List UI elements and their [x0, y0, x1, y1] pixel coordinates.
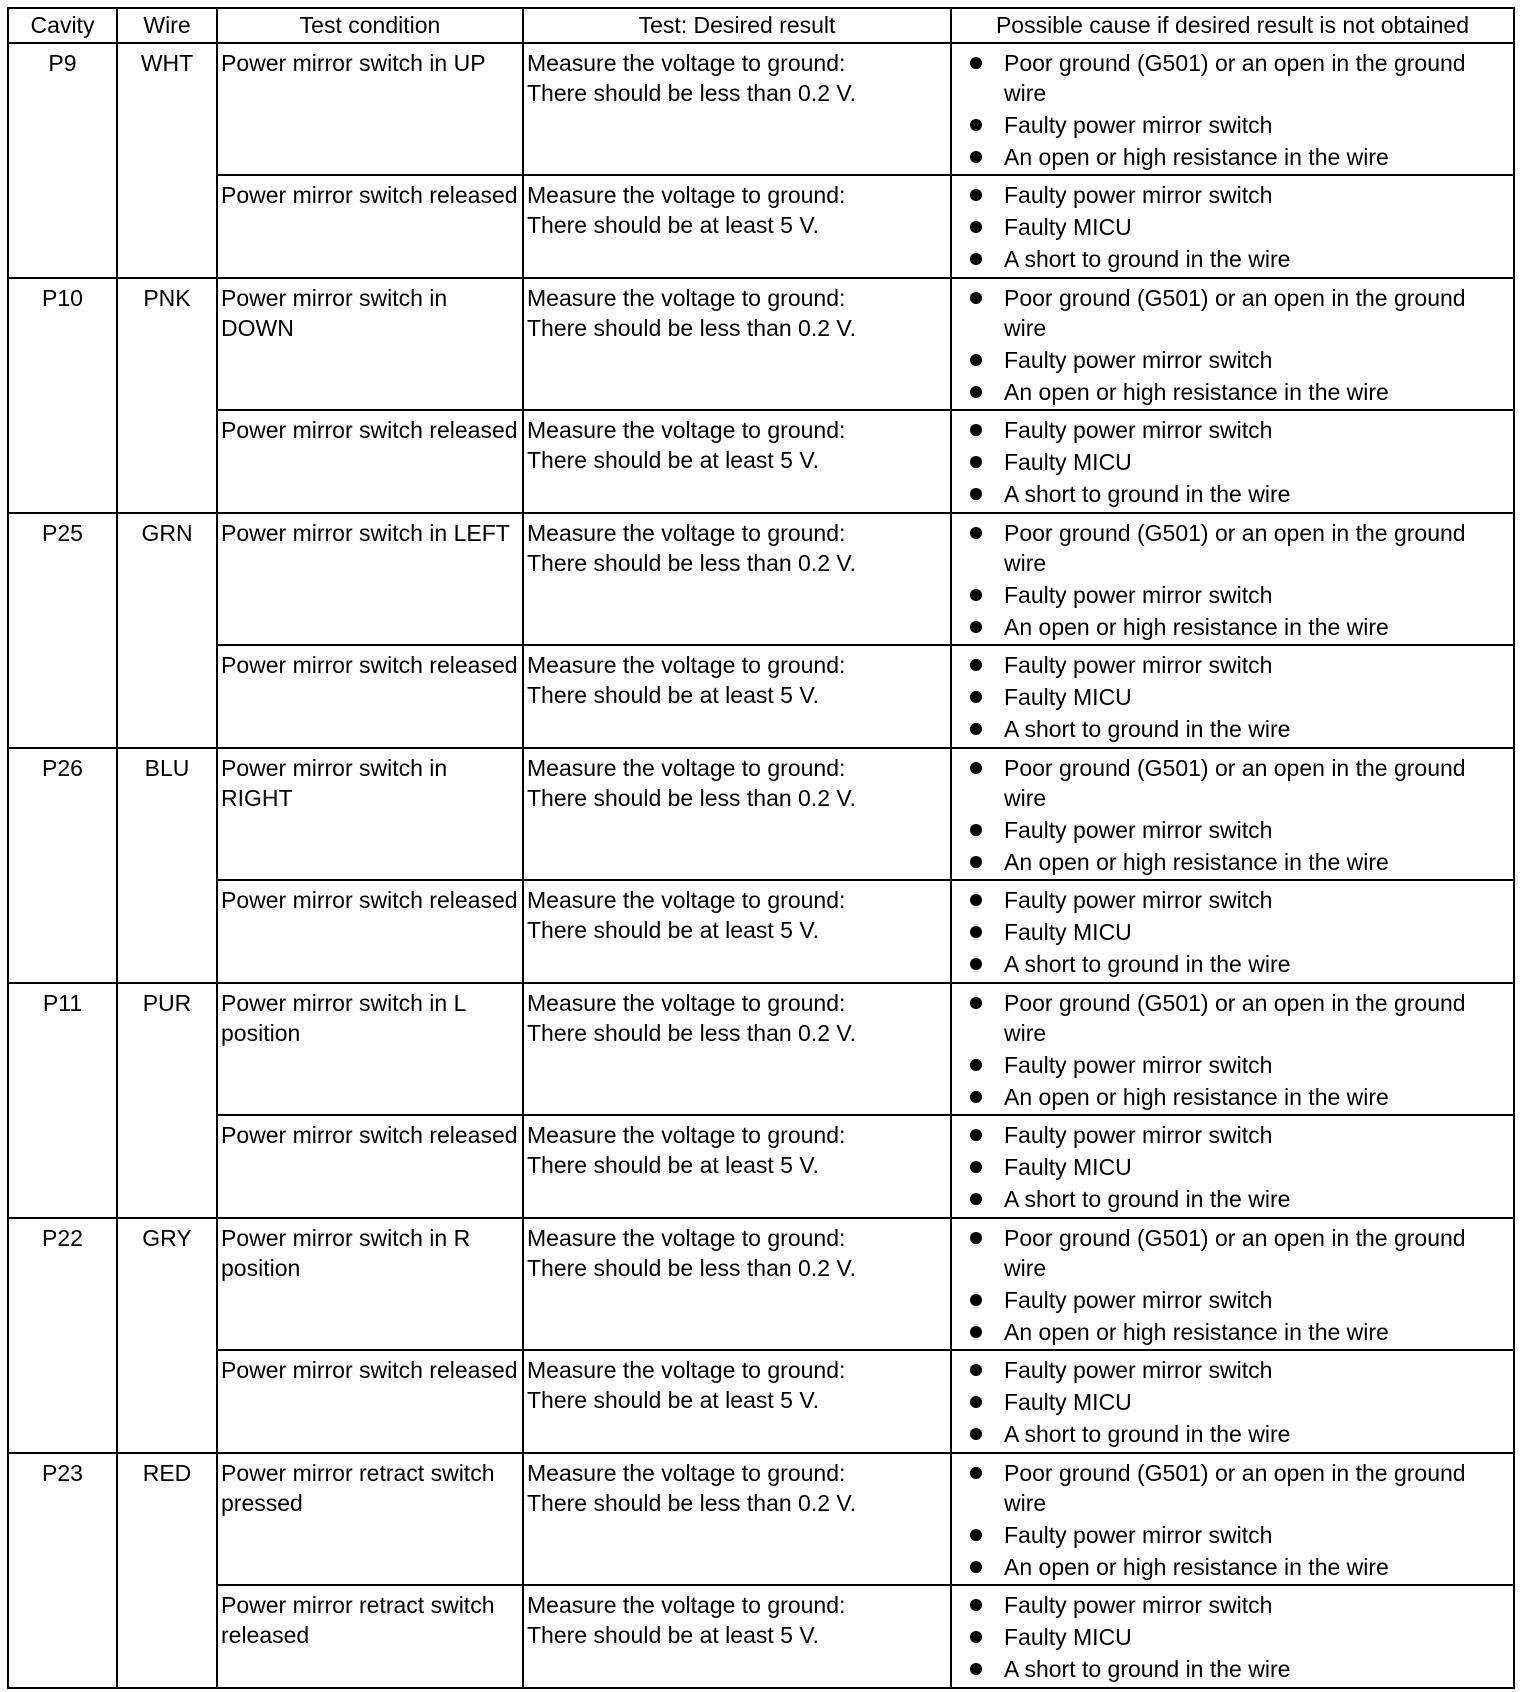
desired-result-line: Measure the voltage to ground:	[527, 1357, 846, 1383]
cause-item	[970, 479, 1510, 509]
bullet-icon	[970, 1631, 982, 1643]
wire-cell: GRN	[117, 513, 217, 748]
possible-cause-cell	[951, 410, 1514, 513]
desired-result-line: There should be at least 5 V.	[527, 212, 819, 238]
cause-item	[970, 1050, 1510, 1080]
cause-item	[970, 1520, 1510, 1550]
bullet-icon	[970, 762, 982, 774]
bullet-icon	[970, 386, 982, 398]
bullet-icon	[970, 926, 982, 938]
cause-item	[970, 48, 1510, 108]
cause-list	[970, 885, 1510, 979]
desired-result-line: There should be less than 0.2 V.	[527, 1255, 857, 1281]
cavity-cell: P11	[8, 983, 117, 1218]
cause-item	[970, 580, 1510, 610]
table-row	[8, 748, 1514, 880]
desired-result-cell	[523, 175, 951, 278]
cause-item	[970, 1285, 1510, 1315]
desired-result-line: Measure the voltage to ground:	[527, 1460, 846, 1486]
bullet-icon	[970, 527, 982, 539]
desired-result-line: There should be less than 0.2 V.	[527, 1490, 857, 1516]
bullet-icon	[970, 1326, 982, 1338]
cause-item	[970, 1419, 1510, 1449]
cause-text: Faulty power mirror switch	[1004, 1522, 1273, 1548]
cause-list	[970, 283, 1510, 407]
cause-text: Poor ground (G501) or an open in the ground wire	[1004, 990, 1466, 1046]
bullet-icon	[970, 958, 982, 970]
header-desired-result: Test: Desired result	[523, 8, 951, 43]
bullet-icon	[970, 253, 982, 265]
cause-item	[970, 847, 1510, 877]
test-condition-cell: Power mirror switch in RIGHT	[217, 748, 523, 880]
desired-result-cell	[523, 513, 951, 645]
header-wire: Wire	[117, 8, 217, 43]
cause-item	[970, 714, 1510, 744]
cause-item	[970, 377, 1510, 407]
bullet-icon	[970, 997, 982, 1009]
desired-result-line: Measure the voltage to ground:	[527, 887, 846, 913]
possible-cause-cell	[951, 1585, 1514, 1688]
cause-item	[970, 415, 1510, 445]
bullet-icon	[970, 221, 982, 233]
cause-text: Faulty power mirror switch	[1004, 817, 1273, 843]
bullet-icon	[970, 1396, 982, 1408]
test-condition-cell: Power mirror switch in L position	[217, 983, 523, 1115]
desired-result-cell	[523, 880, 951, 983]
cause-text: Faulty power mirror switch	[1004, 582, 1273, 608]
possible-cause-cell	[951, 43, 1514, 175]
desired-result-cell	[523, 1218, 951, 1350]
cause-list	[970, 753, 1510, 877]
cause-item	[970, 1590, 1510, 1620]
cause-item	[970, 1458, 1510, 1518]
bullet-icon	[970, 189, 982, 201]
cavity-cell: P23	[8, 1453, 117, 1688]
cavity-cell: P9	[8, 43, 117, 278]
cause-text: Faulty power mirror switch	[1004, 1122, 1273, 1148]
cause-list	[970, 1458, 1510, 1582]
desired-result-line: There should be at least 5 V.	[527, 682, 819, 708]
cause-item	[970, 180, 1510, 210]
cause-list	[970, 1223, 1510, 1347]
possible-cause-cell	[951, 1350, 1514, 1453]
desired-result-line: There should be less than 0.2 V.	[527, 1020, 857, 1046]
cause-item	[970, 345, 1510, 375]
desired-result-line: There should be at least 5 V.	[527, 1622, 819, 1648]
cause-text: Faulty power mirror switch	[1004, 182, 1273, 208]
cause-list	[970, 180, 1510, 274]
cause-text: Faulty MICU	[1004, 684, 1132, 710]
test-condition-cell: Power mirror switch in DOWN	[217, 278, 523, 410]
bullet-icon	[970, 723, 982, 735]
cause-item	[970, 1317, 1510, 1347]
possible-cause-cell	[951, 513, 1514, 645]
cause-text: An open or high resistance in the wire	[1004, 1084, 1389, 1110]
cause-item	[970, 1152, 1510, 1182]
bullet-icon	[970, 1663, 982, 1675]
cause-list	[970, 48, 1510, 172]
desired-result-line: Measure the voltage to ground:	[527, 990, 846, 1016]
desired-result-line: Measure the voltage to ground:	[527, 755, 846, 781]
bullet-icon	[970, 621, 982, 633]
cause-item	[970, 1223, 1510, 1283]
cause-text: A short to ground in the wire	[1004, 1421, 1291, 1447]
cause-text: An open or high resistance in the wire	[1004, 1554, 1389, 1580]
table-row	[8, 278, 1514, 410]
desired-result-line: There should be less than 0.2 V.	[527, 785, 857, 811]
cause-item	[970, 1184, 1510, 1214]
cause-text: Faulty power mirror switch	[1004, 1052, 1273, 1078]
cause-text: Faulty MICU	[1004, 449, 1132, 475]
test-condition-cell: Power mirror switch in R position	[217, 1218, 523, 1350]
bullet-icon	[970, 589, 982, 601]
desired-result-cell	[523, 410, 951, 513]
header-cavity: Cavity	[8, 8, 117, 43]
possible-cause-cell	[951, 645, 1514, 748]
cause-list	[970, 518, 1510, 642]
possible-cause-cell	[951, 1115, 1514, 1218]
desired-result-line: There should be less than 0.2 V.	[527, 550, 857, 576]
desired-result-cell	[523, 278, 951, 410]
possible-cause-cell	[951, 1453, 1514, 1585]
table-row	[8, 513, 1514, 645]
cause-text: Faulty power mirror switch	[1004, 652, 1273, 678]
cause-text: Poor ground (G501) or an open in the ground wire	[1004, 755, 1466, 811]
cause-list	[970, 415, 1510, 509]
possible-cause-cell	[951, 278, 1514, 410]
cause-text: An open or high resistance in the wire	[1004, 144, 1389, 170]
cause-list	[970, 1120, 1510, 1214]
header-row	[8, 8, 1514, 43]
cause-text: Faulty power mirror switch	[1004, 1287, 1273, 1313]
cause-item	[970, 682, 1510, 712]
cause-text: An open or high resistance in the wire	[1004, 379, 1389, 405]
bullet-icon	[970, 1529, 982, 1541]
bullet-icon	[970, 1561, 982, 1573]
cause-text: Faulty power mirror switch	[1004, 1357, 1273, 1383]
bullet-icon	[970, 856, 982, 868]
bullet-icon	[970, 1193, 982, 1205]
desired-result-line: Measure the voltage to ground:	[527, 285, 846, 311]
desired-result-line: There should be at least 5 V.	[527, 447, 819, 473]
desired-result-line: Measure the voltage to ground:	[527, 520, 846, 546]
desired-result-line: Measure the voltage to ground:	[527, 182, 846, 208]
table-row	[8, 43, 1514, 175]
possible-cause-cell	[951, 748, 1514, 880]
possible-cause-cell	[951, 880, 1514, 983]
table-row	[8, 1115, 1514, 1218]
cavity-cell: P26	[8, 748, 117, 983]
bullet-icon	[970, 1059, 982, 1071]
wire-cell: PNK	[117, 278, 217, 513]
cause-text: Faulty MICU	[1004, 214, 1132, 240]
cause-list	[970, 1355, 1510, 1449]
cause-item	[970, 110, 1510, 140]
test-condition-cell: Power mirror switch released	[217, 1350, 523, 1453]
desired-result-line: Measure the voltage to ground:	[527, 652, 846, 678]
desired-result-line: There should be less than 0.2 V.	[527, 80, 857, 106]
wire-cell: GRY	[117, 1218, 217, 1453]
test-condition-cell: Power mirror switch in LEFT	[217, 513, 523, 645]
bullet-icon	[970, 659, 982, 671]
bullet-icon	[970, 119, 982, 131]
test-condition-cell: Power mirror retract switch released	[217, 1585, 523, 1688]
cause-text: An open or high resistance in the wire	[1004, 849, 1389, 875]
cause-text: Poor ground (G501) or an open in the ground wire	[1004, 1460, 1466, 1516]
bullet-icon	[970, 1294, 982, 1306]
table-row	[8, 983, 1514, 1115]
table-row	[8, 645, 1514, 748]
cause-text: Faulty MICU	[1004, 1389, 1132, 1415]
desired-result-cell	[523, 1453, 951, 1585]
cause-item	[970, 917, 1510, 947]
cause-text: Faulty power mirror switch	[1004, 887, 1273, 913]
table-row	[8, 1585, 1514, 1688]
cause-text: Faulty MICU	[1004, 1154, 1132, 1180]
cause-item	[970, 885, 1510, 915]
bullet-icon	[970, 1428, 982, 1440]
desired-result-line: There should be less than 0.2 V.	[527, 315, 857, 341]
desired-result-cell	[523, 1350, 951, 1453]
cause-text: Poor ground (G501) or an open in the ground wire	[1004, 1225, 1466, 1281]
cause-item	[970, 612, 1510, 642]
cause-text: Faulty MICU	[1004, 919, 1132, 945]
bullet-icon	[970, 151, 982, 163]
possible-cause-cell	[951, 175, 1514, 278]
desired-result-line: There should be at least 5 V.	[527, 1152, 819, 1178]
cause-text: An open or high resistance in the wire	[1004, 614, 1389, 640]
bullet-icon	[970, 1232, 982, 1244]
cause-item	[970, 1387, 1510, 1417]
desired-result-line: Measure the voltage to ground:	[527, 50, 846, 76]
cause-item	[970, 1622, 1510, 1652]
cause-item	[970, 283, 1510, 343]
possible-cause-cell	[951, 983, 1514, 1115]
cause-item	[970, 949, 1510, 979]
table-body	[8, 43, 1514, 1688]
desired-result-line: Measure the voltage to ground:	[527, 1592, 846, 1618]
test-condition-cell: Power mirror retract switch pressed	[217, 1453, 523, 1585]
header-possible-cause: Possible cause if desired result is not obtained	[951, 8, 1514, 43]
desired-result-line: Measure the voltage to ground:	[527, 1225, 846, 1251]
diagnostic-table	[7, 7, 1515, 1689]
bullet-icon	[970, 488, 982, 500]
cause-text: Faulty MICU	[1004, 1624, 1132, 1650]
cavity-cell: P10	[8, 278, 117, 513]
cause-item	[970, 244, 1510, 274]
desired-result-cell	[523, 43, 951, 175]
desired-result-cell	[523, 983, 951, 1115]
cause-item	[970, 753, 1510, 813]
bullet-icon	[970, 894, 982, 906]
test-condition-cell: Power mirror switch released	[217, 1115, 523, 1218]
bullet-icon	[970, 1161, 982, 1173]
wire-cell: BLU	[117, 748, 217, 983]
cavity-cell: P22	[8, 1218, 117, 1453]
wire-cell: RED	[117, 1453, 217, 1688]
bullet-icon	[970, 57, 982, 69]
cause-item	[970, 1355, 1510, 1385]
test-condition-cell: Power mirror switch released	[217, 410, 523, 513]
cause-item	[970, 988, 1510, 1048]
bullet-icon	[970, 1599, 982, 1611]
cause-text: Poor ground (G501) or an open in the ground wire	[1004, 285, 1466, 341]
cause-item	[970, 142, 1510, 172]
wire-cell: PUR	[117, 983, 217, 1218]
test-condition-cell: Power mirror switch in UP	[217, 43, 523, 175]
desired-result-line: Measure the voltage to ground:	[527, 417, 846, 443]
bullet-icon	[970, 1129, 982, 1141]
table-row	[8, 1350, 1514, 1453]
cause-item	[970, 815, 1510, 845]
desired-result-cell	[523, 1585, 951, 1688]
cause-item	[970, 212, 1510, 242]
cause-text: Faulty power mirror switch	[1004, 112, 1273, 138]
cause-text: A short to ground in the wire	[1004, 951, 1291, 977]
cause-text: A short to ground in the wire	[1004, 1656, 1291, 1682]
cause-list	[970, 650, 1510, 744]
cause-text: An open or high resistance in the wire	[1004, 1319, 1389, 1345]
cause-item	[970, 650, 1510, 680]
bullet-icon	[970, 456, 982, 468]
desired-result-line: There should be at least 5 V.	[527, 917, 819, 943]
bullet-icon	[970, 1364, 982, 1376]
table-row	[8, 1453, 1514, 1585]
cause-text: Faulty power mirror switch	[1004, 347, 1273, 373]
cause-text: Poor ground (G501) or an open in the ground wire	[1004, 520, 1466, 576]
cause-text: Faulty power mirror switch	[1004, 417, 1273, 443]
test-condition-cell: Power mirror switch released	[217, 880, 523, 983]
table-row	[8, 175, 1514, 278]
desired-result-line: There should be at least 5 V.	[527, 1387, 819, 1413]
test-condition-cell: Power mirror switch released	[217, 645, 523, 748]
cause-item	[970, 518, 1510, 578]
table-row	[8, 1218, 1514, 1350]
cause-text: A short to ground in the wire	[1004, 716, 1291, 742]
bullet-icon	[970, 424, 982, 436]
cause-item	[970, 1654, 1510, 1684]
cause-item	[970, 447, 1510, 477]
cavity-cell: P25	[8, 513, 117, 748]
desired-result-cell	[523, 748, 951, 880]
desired-result-line: Measure the voltage to ground:	[527, 1122, 846, 1148]
table-row	[8, 880, 1514, 983]
cause-text: A short to ground in the wire	[1004, 1186, 1291, 1212]
header-test-condition: Test condition	[217, 8, 523, 43]
desired-result-cell	[523, 645, 951, 748]
bullet-icon	[970, 691, 982, 703]
cause-text: A short to ground in the wire	[1004, 481, 1291, 507]
cause-list	[970, 988, 1510, 1112]
cause-item	[970, 1552, 1510, 1582]
bullet-icon	[970, 1467, 982, 1479]
cause-item	[970, 1120, 1510, 1150]
cause-text: Faulty power mirror switch	[1004, 1592, 1273, 1618]
table-row	[8, 410, 1514, 513]
bullet-icon	[970, 1091, 982, 1103]
cause-text: Poor ground (G501) or an open in the ground wire	[1004, 50, 1466, 106]
cause-item	[970, 1082, 1510, 1112]
wire-cell: WHT	[117, 43, 217, 278]
cause-list	[970, 1590, 1510, 1684]
cause-text: A short to ground in the wire	[1004, 246, 1291, 272]
bullet-icon	[970, 354, 982, 366]
bullet-icon	[970, 824, 982, 836]
possible-cause-cell	[951, 1218, 1514, 1350]
bullet-icon	[970, 292, 982, 304]
test-condition-cell: Power mirror switch released	[217, 175, 523, 278]
desired-result-cell	[523, 1115, 951, 1218]
